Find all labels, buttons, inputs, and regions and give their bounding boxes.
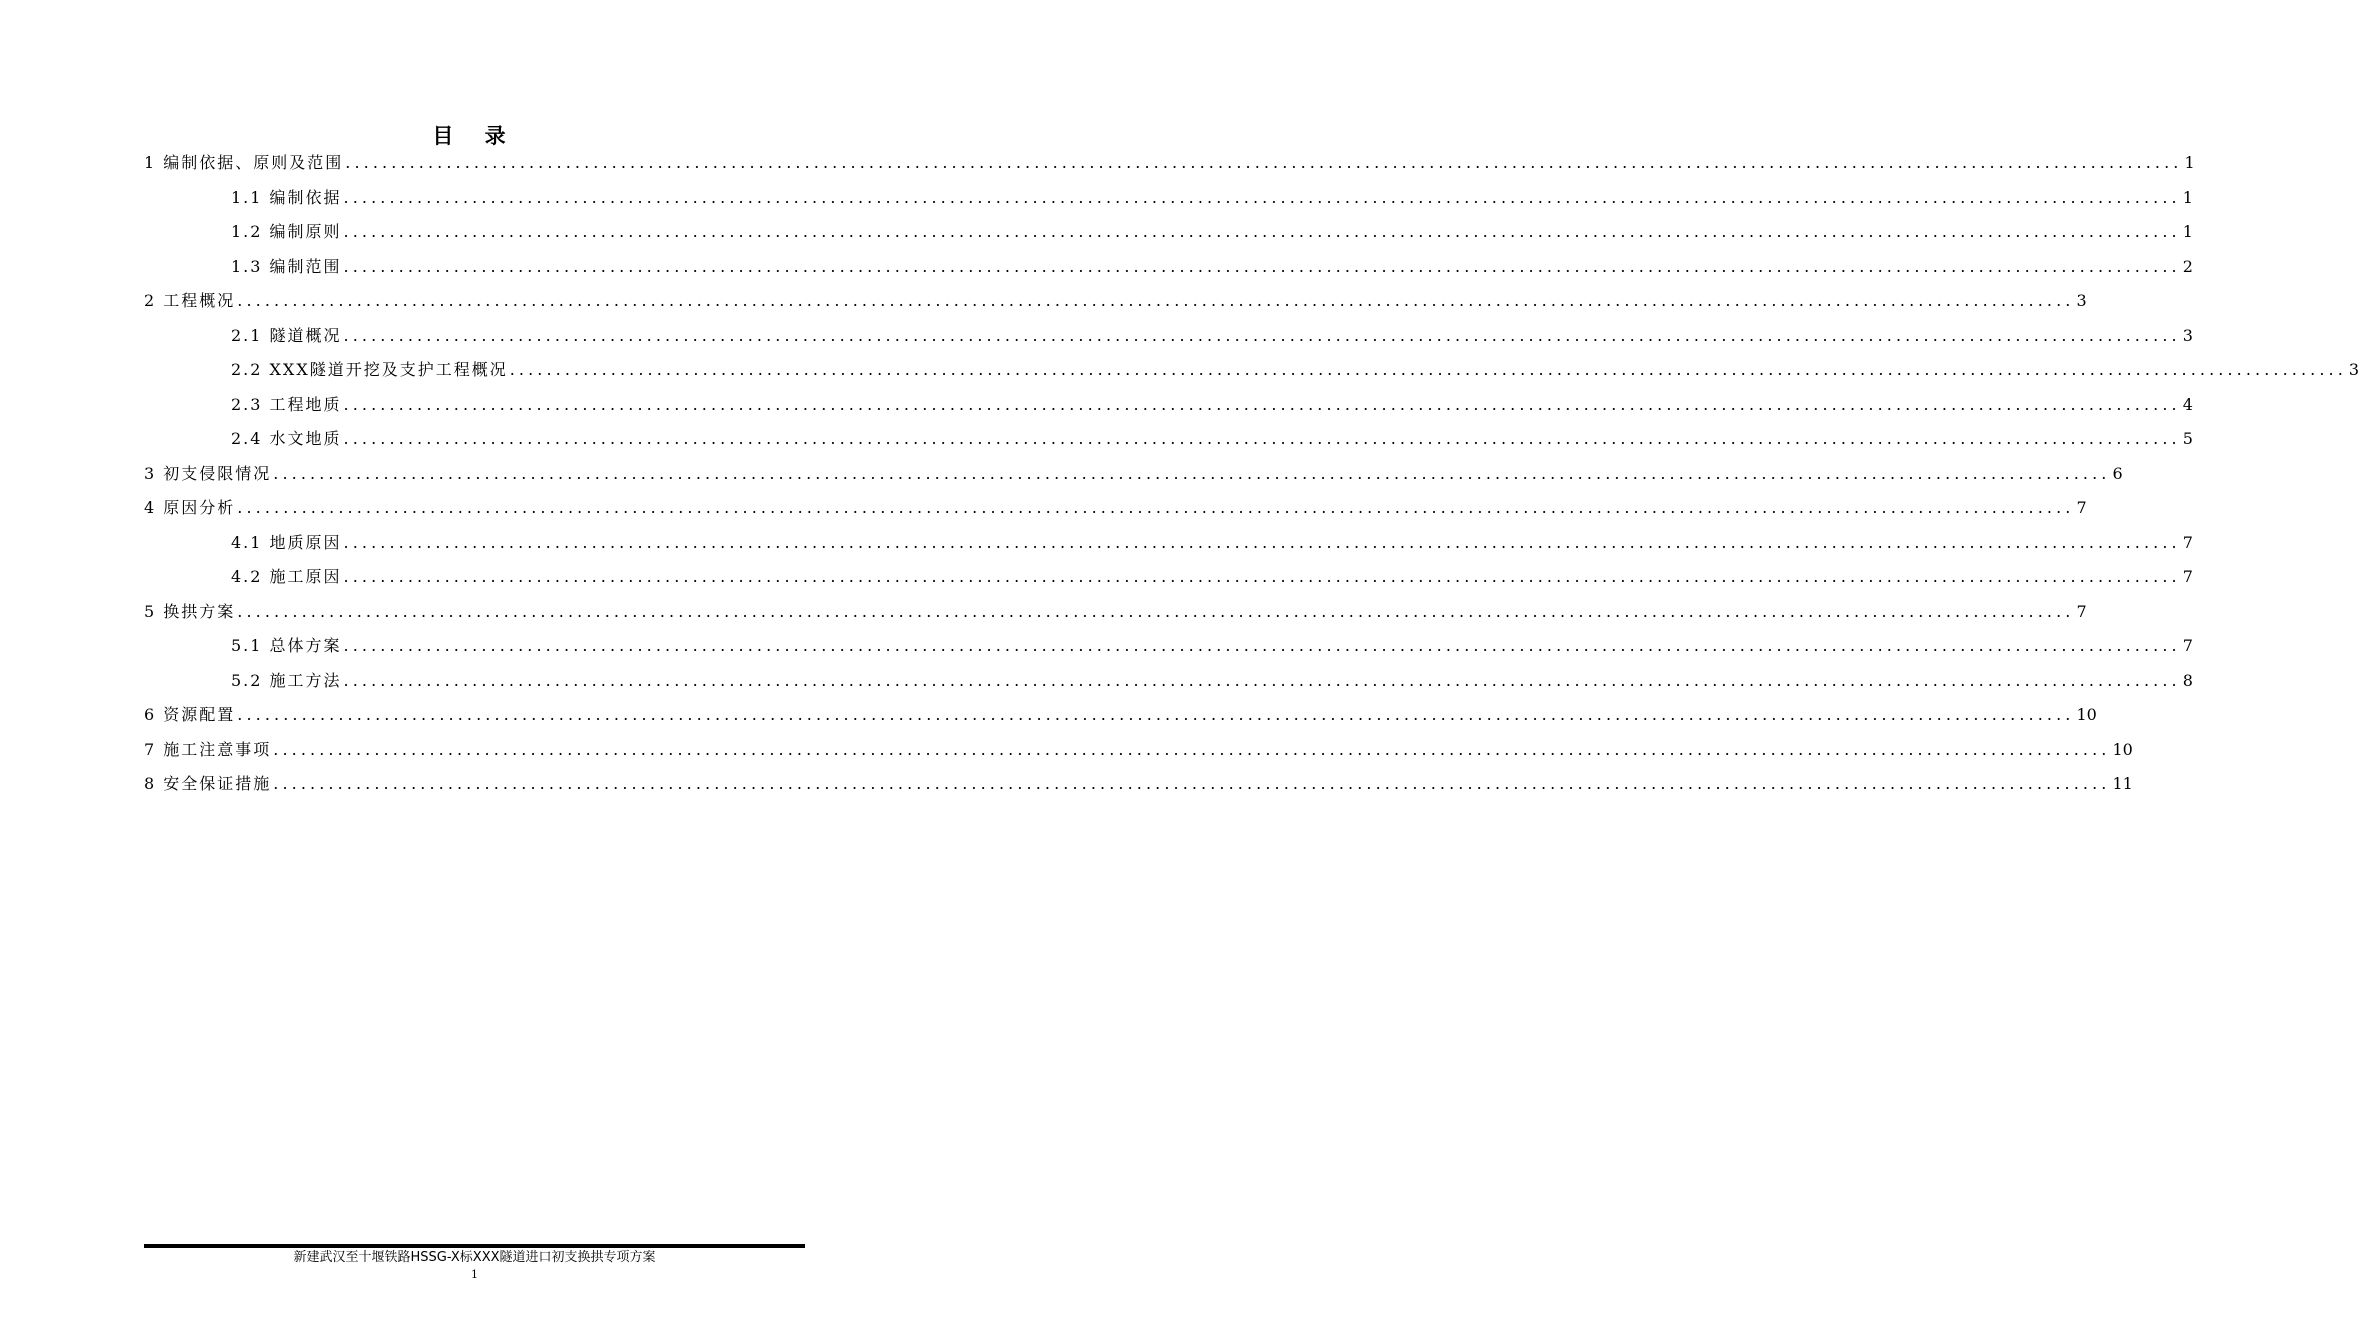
toc-entry-page: 7 (2076, 601, 2087, 621)
toc-entry-page: 5 (2182, 429, 2193, 448)
toc-entry[interactable] (144, 491, 2087, 525)
toc-entry-page: 1 (2184, 153, 2195, 172)
toc-entry-text: 5.1 总体方案 (231, 636, 342, 655)
toc-entry-page: 6 (2112, 463, 2123, 483)
toc-entry-text: 2.4 水文地质 (231, 429, 342, 448)
toc-dot-leader: ........................................................................................................................................................................................................ (273, 774, 2111, 793)
toc-entry-text: 2.1 隧道概况 (231, 325, 342, 345)
toc-entry-text: 4.1 地质原因 (231, 532, 342, 552)
toc-entry-page: 3 (2182, 325, 2193, 345)
toc-dot-leader: ........................................................................................................................................................................................................ (343, 532, 2181, 552)
toc-dot-leader: ........................................................................................................................................................................................................ (343, 636, 2181, 655)
toc-entry[interactable] (231, 319, 2193, 353)
toc-entry-text: 5 换拱方案 (144, 601, 236, 621)
toc-dot-leader: ........................................................................................................................................................................................................ (343, 187, 2181, 207)
toc-entry[interactable] (231, 629, 2193, 663)
toc-entry[interactable] (144, 457, 2123, 491)
toc-entry-page: 3 (2348, 360, 2359, 379)
page-number: 1 (471, 1268, 478, 1281)
toc-entry[interactable] (144, 595, 2087, 629)
toc-entry-text: 4 原因分析 (144, 498, 236, 517)
toc-entry[interactable] (231, 422, 2193, 456)
toc-entry-page: 10 (2076, 705, 2097, 724)
toc-entry-page: 4 (2182, 394, 2193, 414)
toc-entry[interactable] (231, 388, 2193, 422)
toc-entry-text: 2.2 XXX隧道开挖及支护工程概况 (231, 360, 508, 379)
toc-dot-leader: ........................................................................................................................................................................................................ (343, 567, 2181, 586)
toc-entry[interactable] (144, 733, 2133, 767)
toc-entry-text: 1.2 编制原则 (231, 222, 342, 241)
toc-dot-leader: ........................................................................................................................................................................................................ (343, 222, 2181, 241)
toc-entry-page: 8 (2182, 670, 2193, 690)
toc-dot-leader: ........................................................................................................................................................................................................ (343, 670, 2181, 690)
toc-entry[interactable] (231, 664, 2193, 698)
toc-entry[interactable] (231, 560, 2193, 594)
toc-entry-text: 5.2 施工方法 (231, 670, 342, 690)
toc-entry-text: 6 资源配置 (144, 705, 236, 724)
toc-entry-text: 1 编制依据、原则及范围 (144, 153, 344, 172)
toc-entry[interactable] (231, 526, 2193, 560)
toc-title: 目 录 (432, 124, 518, 148)
toc-entry[interactable] (231, 181, 2193, 215)
toc-entry[interactable] (144, 698, 2097, 732)
footer-rule (144, 1244, 805, 1248)
toc-entry-page: 2 (2182, 256, 2193, 276)
toc-entry-page: 3 (2076, 291, 2087, 310)
toc-dot-leader: ........................................................................................................................................................................................................ (345, 153, 2183, 172)
toc-entry-text: 1.1 编制依据 (231, 187, 342, 207)
toc-entry[interactable] (144, 767, 2133, 801)
toc-entry-text: 8 安全保证措施 (144, 774, 272, 793)
toc-dot-leader: ........................................................................................................................................................................................................ (237, 498, 2075, 517)
toc-entry[interactable] (231, 250, 2193, 284)
toc-dot-leader: ........................................................................................................................................................................................................ (509, 360, 2347, 379)
toc-entry-page: 7 (2076, 498, 2087, 517)
toc-entry-page: 7 (2182, 532, 2193, 552)
toc-entry-page: 10 (2112, 739, 2133, 759)
toc-entry[interactable] (144, 284, 2087, 318)
toc-dot-leader: ........................................................................................................................................................................................................ (237, 601, 2075, 621)
toc-dot-leader: ........................................................................................................................................................................................................ (343, 256, 2181, 276)
toc-dot-leader: ........................................................................................................................................................................................................ (343, 394, 2181, 414)
toc-entry-text: 1.3 编制范围 (231, 256, 342, 276)
toc-dot-leader: ........................................................................................................................................................................................................ (237, 291, 2075, 310)
toc-dot-leader: ........................................................................................................................................................................................................ (273, 463, 2111, 483)
toc-entry-page: 1 (2182, 187, 2193, 207)
toc-entry-page: 11 (2112, 774, 2133, 793)
toc-dot-leader: ........................................................................................................................................................................................................ (273, 739, 2111, 759)
toc-entry-text: 2.3 工程地质 (231, 394, 342, 414)
toc-dot-leader: ........................................................................................................................................................................................................ (343, 325, 2181, 345)
toc-dot-leader: ........................................................................................................................................................................................................ (343, 429, 2181, 448)
toc-dot-leader: ........................................................................................................................................................................................................ (237, 705, 2075, 724)
toc-entry-text: 3 初支侵限情况 (144, 463, 272, 483)
footer-text: 新建武汉至十堰铁路HSSG-X标XXX隧道进口初支换拱专项方案 (293, 1250, 656, 1265)
toc-entry-page: 7 (2182, 567, 2193, 586)
toc-entry-text: 4.2 施工原因 (231, 567, 342, 586)
toc-entry[interactable] (144, 146, 2195, 180)
toc-entry-page: 1 (2182, 222, 2193, 241)
toc-entry-text: 7 施工注意事项 (144, 739, 272, 759)
toc-entry-text: 2 工程概况 (144, 291, 236, 310)
toc-entry-page: 7 (2182, 636, 2193, 655)
toc-entry[interactable] (231, 215, 2193, 249)
toc-entry[interactable] (231, 353, 2359, 387)
